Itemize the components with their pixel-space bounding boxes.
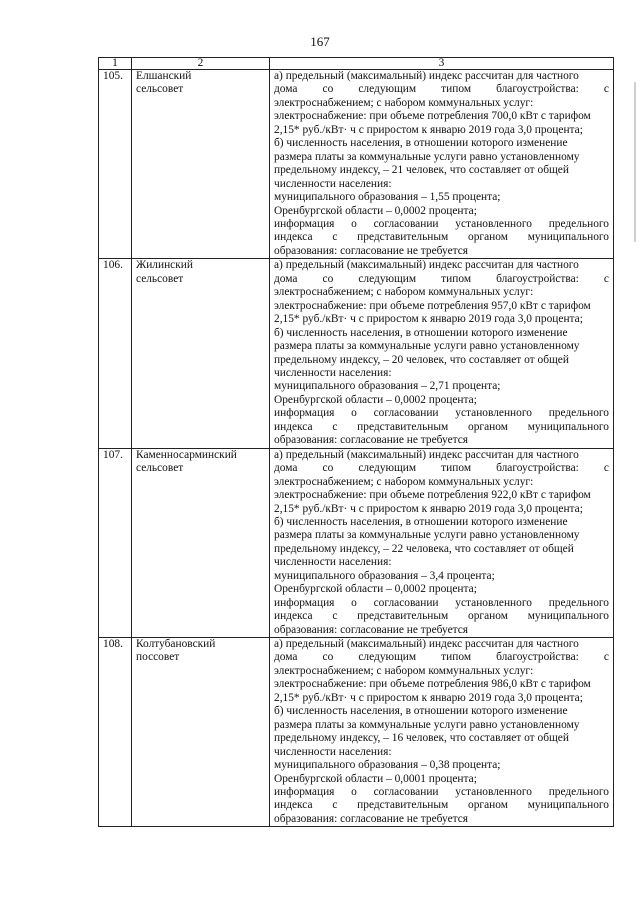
- municipality-name: [132, 259, 270, 448]
- row-number: 107.: [99, 448, 132, 637]
- description-line: б) численность населения, в отношении которого изменение: [274, 137, 568, 150]
- municipality-name: [132, 70, 270, 259]
- scan-edge-mark: [634, 82, 636, 242]
- description-line: предельному индексу, – 16 человек, что составляет от общей: [274, 732, 569, 745]
- description-line: образования: согласование не требуется: [274, 623, 469, 636]
- description-line: информация о согласовании установленного предельного: [274, 596, 609, 609]
- description-line: Оренбургской области – 0,0002 процента;: [274, 583, 477, 596]
- header-cell-3: 3: [270, 58, 614, 70]
- header-cell-1: 1: [99, 58, 132, 70]
- description-line: электроснабжение: при объеме потребления 986,0 кВт с тарифом: [274, 678, 591, 691]
- description-line: а) предельный (максимальный) индекс рассчитан для частного: [274, 638, 579, 651]
- index-description: [270, 638, 614, 827]
- description-line: электроснабжение: при объеме потребления 700,0 кВт с тарифом: [274, 110, 591, 123]
- description-line: информация о согласовании установленного предельного: [274, 407, 609, 420]
- index-description: [270, 70, 614, 259]
- description-line: 2,15* руб./кВт· ч с приростом к январю 2019 года 3,0 процента;: [274, 123, 583, 136]
- description-line: б) численность населения, в отношении которого изменение: [274, 705, 568, 718]
- description-line: численности населения:: [274, 556, 392, 569]
- description-line: информация о согласовании установленного предельного: [274, 217, 609, 230]
- description-line: численности населения:: [274, 177, 392, 190]
- description-line: размера платы за коммунальные услуги равно установленному: [274, 340, 580, 353]
- description-line: индекса с представительным органом муниципального: [274, 420, 609, 433]
- description-line: муниципального образования – 3,4 процента;: [274, 569, 495, 582]
- municipality-name-line: сельсовет: [136, 83, 184, 96]
- description-line: а) предельный (максимальный) индекс рассчитан для частного: [274, 259, 579, 272]
- municipality-name: [132, 448, 270, 637]
- description-line: дома со следующим типом благоустройства: с: [274, 83, 609, 96]
- description-line: информация о согласовании установленного предельного: [274, 786, 609, 799]
- row-number: 105.: [99, 70, 132, 259]
- municipality-name-line: поссовет: [136, 651, 180, 664]
- tariff-index-table: [98, 57, 614, 827]
- index-description: [270, 448, 614, 637]
- description-line: б) численность населения, в отношении которого изменение: [274, 515, 568, 528]
- description-line: муниципального образования – 1,55 процента;: [274, 191, 501, 204]
- municipality-name-line: сельсовет: [136, 462, 184, 475]
- description-line: предельному индексу, – 22 человека, что составляет от общей: [274, 542, 574, 555]
- table-row: [99, 70, 614, 259]
- description-line: индекса с представительным органом муниципального: [274, 799, 609, 812]
- municipality-name-line: сельсовет: [136, 272, 184, 285]
- table-row: [99, 448, 614, 637]
- description-line: а) предельный (максимальный) индекс рассчитан для частного: [274, 448, 579, 461]
- municipality-name-line: Жилинский: [136, 259, 193, 272]
- header-cell-2: 2: [132, 58, 270, 70]
- description-line: предельному индексу, – 20 человек, что составляет от общей: [274, 353, 569, 366]
- description-line: муниципального образования – 0,38 процента;: [274, 759, 501, 772]
- description-line: 2,15* руб./кВт· ч с приростом к январю 2019 года 3,0 процента;: [274, 691, 583, 704]
- description-line: дома со следующим типом благоустройства: с: [274, 651, 609, 664]
- description-line: Оренбургской области – 0,0001 процента;: [274, 772, 477, 785]
- description-line: 2,15* руб./кВт· ч с приростом к январю 2019 года 3,0 процента;: [274, 502, 583, 515]
- description-line: дома со следующим типом благоустройства: с: [274, 272, 609, 285]
- description-line: Оренбургской области – 0,0002 процента;: [274, 393, 477, 406]
- description-line: муниципального образования – 2,71 процента;: [274, 380, 501, 393]
- description-line: электроснабжением; с набором коммунальных услуг:: [274, 96, 534, 109]
- description-line: электроснабжением; с набором коммунальных услуг:: [274, 475, 534, 488]
- description-line: размера платы за коммунальные услуги равно установленному: [274, 529, 580, 542]
- municipality-name: [132, 638, 270, 827]
- description-line: численности населения:: [274, 745, 392, 758]
- description-line: б) численность населения, в отношении которого изменение: [274, 326, 568, 339]
- description-line: образования: согласование не требуется: [274, 244, 469, 257]
- description-line: численности населения:: [274, 366, 392, 379]
- description-line: электроснабжение: при объеме потребления 922,0 кВт с тарифом: [274, 489, 591, 502]
- page-number: 167: [310, 34, 330, 49]
- description-line: электроснабжением; с набором коммунальных услуг:: [274, 286, 534, 299]
- table-row: [99, 259, 614, 448]
- row-number: 108.: [99, 638, 132, 827]
- table-row: [99, 638, 614, 827]
- description-line: электроснабжением; с набором коммунальных услуг:: [274, 664, 534, 677]
- description-line: образования: согласование не требуется: [274, 434, 469, 447]
- table-header-row: [99, 58, 614, 70]
- description-line: индекса с представительным органом муниципального: [274, 610, 609, 623]
- description-line: дома со следующим типом благоустройства: с: [274, 462, 609, 475]
- municipality-name-line: Елшанский: [136, 70, 192, 82]
- index-description: [270, 259, 614, 448]
- description-line: электроснабжение: при объеме потребления 957,0 кВт с тарифом: [274, 299, 591, 312]
- description-line: индекса с представительным органом муниципального: [274, 231, 609, 244]
- description-line: предельному индексу, – 21 человек, что составляет от общей: [274, 164, 569, 177]
- row-number: 106.: [99, 259, 132, 448]
- description-line: Оренбургской области – 0,0002 процента;: [274, 204, 477, 217]
- description-line: 2,15* руб./кВт· ч с приростом к январю 2019 года 3,0 процента;: [274, 313, 583, 326]
- description-line: а) предельный (максимальный) индекс рассчитан для частного: [274, 70, 579, 82]
- description-line: образования: согласование не требуется: [274, 812, 469, 825]
- description-line: размера платы за коммунальные услуги равно установленному: [274, 150, 580, 163]
- municipality-name-line: Каменносарминский: [136, 448, 237, 461]
- description-line: размера платы за коммунальные услуги равно установленному: [274, 718, 580, 731]
- municipality-name-line: Колтубановский: [136, 638, 216, 651]
